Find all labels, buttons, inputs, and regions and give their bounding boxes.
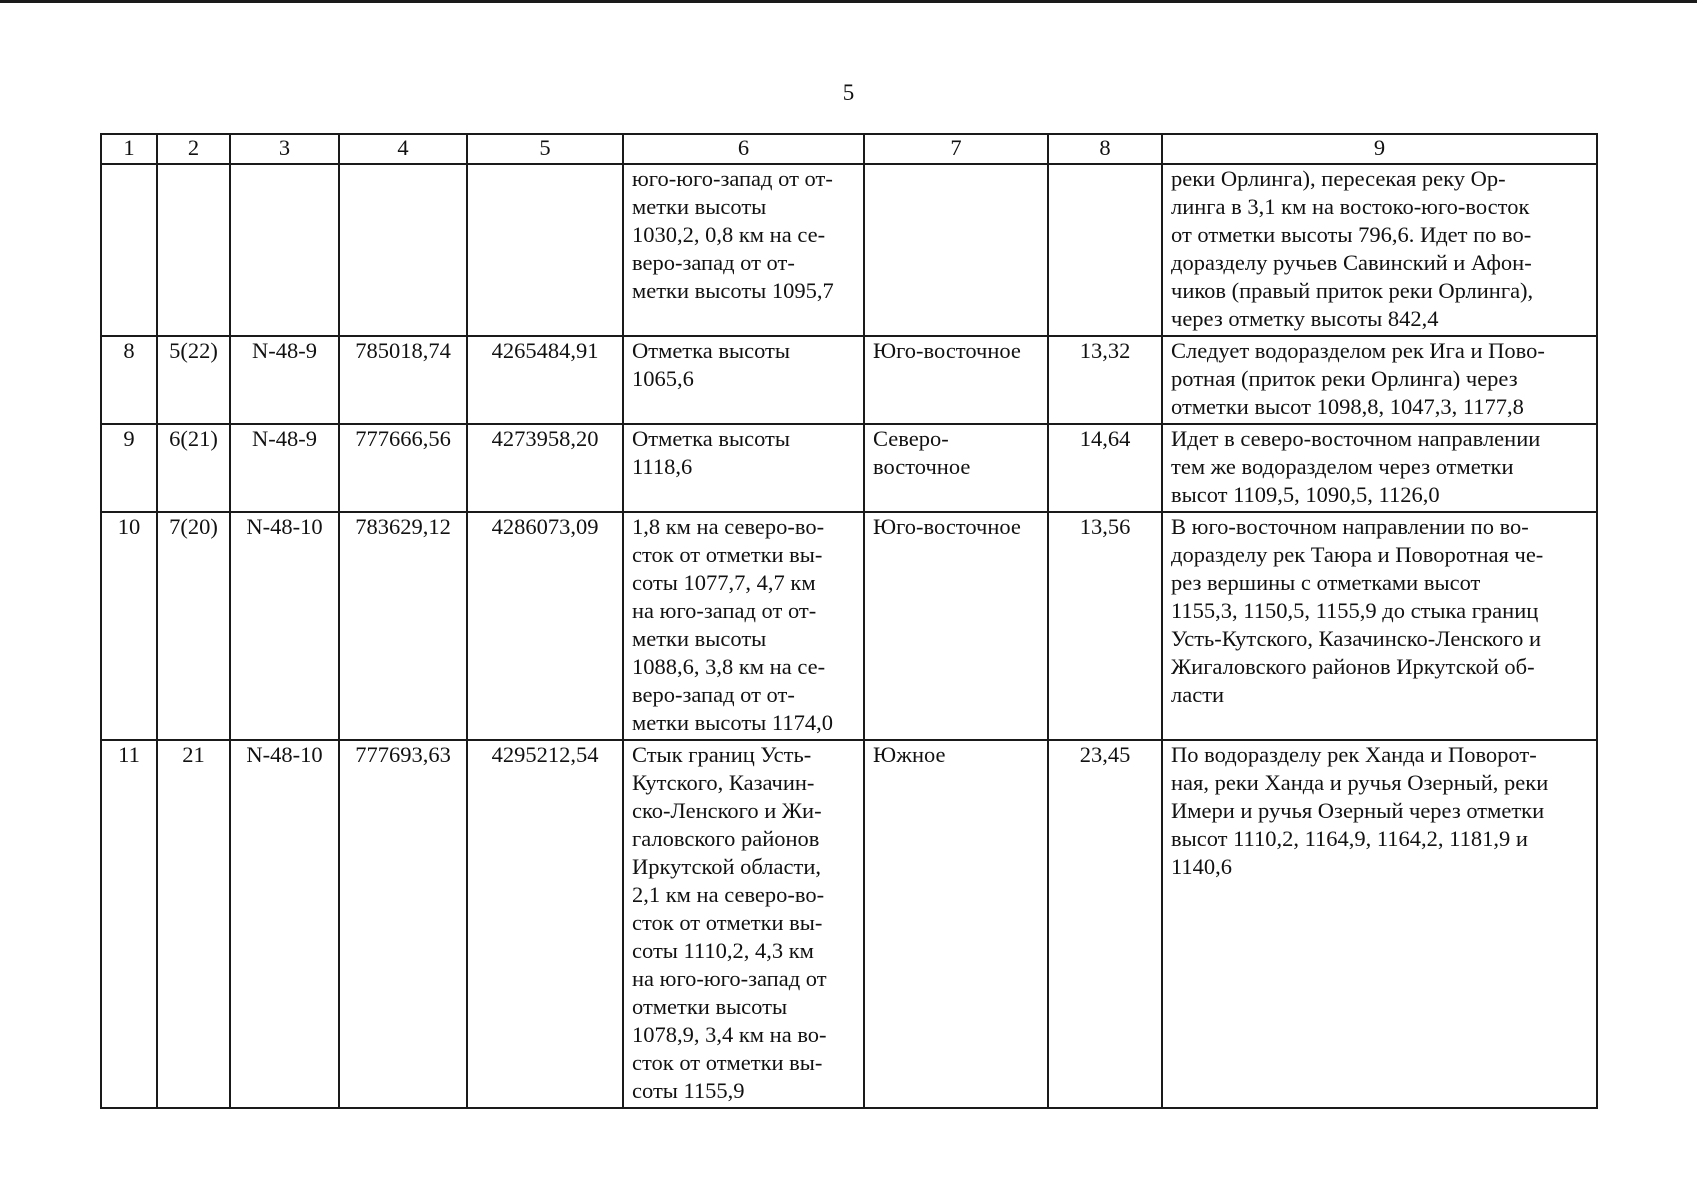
cell-point: 21 [157, 740, 230, 1108]
cell-x: 785018,74 [339, 336, 467, 424]
cell-sheet: N-48-10 [230, 512, 339, 740]
cell-y: 4295212,54 [467, 740, 623, 1108]
header-col-4: 4 [339, 134, 467, 164]
table-row [101, 740, 1597, 1108]
cell-length: 13,32 [1048, 336, 1162, 424]
cell-num: 8 [101, 336, 157, 424]
cell-direction: Южное [864, 740, 1048, 1108]
table-row [101, 512, 1597, 740]
header-col-9: 9 [1162, 134, 1597, 164]
cell-route: По водоразделу рек Ханда и Поворот- ная, реки Ханда и ручья Озерный, реки Имери и ручья Озерный через отметки высот 1110,2, 1164,9, 1164,2, 1181,9 и 1140,6 [1162, 740, 1597, 1108]
cell-route: реки Орлинга), пересекая реку Ор- линга в 3,1 км на востоко-юго-восток от отметки высоты 796,6. Идет по во- доразделу ручьев Савинский и Афон- чиков (правый приток реки Орлинга), через отметку высоты 842,4 [1162, 164, 1597, 336]
cell-num [101, 164, 157, 336]
cell-length: 14,64 [1048, 424, 1162, 512]
cell-length: 13,56 [1048, 512, 1162, 740]
table-row [101, 336, 1597, 424]
cell-direction: Юго-восточное [864, 336, 1048, 424]
header-col-8: 8 [1048, 134, 1162, 164]
cell-num: 11 [101, 740, 157, 1108]
cell-num: 9 [101, 424, 157, 512]
page-top-edge [0, 0, 1697, 3]
cell-point [157, 164, 230, 336]
cell-route: Идет в северо-восточном направлении тем же водоразделом через отметки высот 1109,5, 1090,5, 1126,0 [1162, 424, 1597, 512]
header-col-2: 2 [157, 134, 230, 164]
cell-description: Стык границ Усть- Кутского, Казачин- ско-Ленского и Жи- галовского районов Иркутской области, 2,1 км на северо-во- сток от отметки вы- соты 1110,2, 4,3 км на юго-юго-запад от отметки высоты 1078,9, 3,4 км на во- сток от отметки вы- соты 1155,9 [623, 740, 864, 1108]
table-row [101, 424, 1597, 512]
header-col-5: 5 [467, 134, 623, 164]
header-col-6: 6 [623, 134, 864, 164]
boundary-table [100, 133, 1598, 1109]
cell-sheet: N-48-9 [230, 336, 339, 424]
cell-num: 10 [101, 512, 157, 740]
cell-y [467, 164, 623, 336]
cell-direction [864, 164, 1048, 336]
cell-x [339, 164, 467, 336]
cell-direction: Северо- восточное [864, 424, 1048, 512]
cell-direction: Юго-восточное [864, 512, 1048, 740]
cell-y: 4286073,09 [467, 512, 623, 740]
table-row [101, 164, 1597, 336]
table-header-row [101, 134, 1597, 164]
cell-point: 6(21) [157, 424, 230, 512]
cell-description: Отметка высоты 1065,6 [623, 336, 864, 424]
cell-x: 783629,12 [339, 512, 467, 740]
cell-length: 23,45 [1048, 740, 1162, 1108]
cell-description: юго-юго-запад от от- метки высоты 1030,2, 0,8 км на се- веро-запад от от- метки высоты 1095,7 [623, 164, 864, 336]
page-number: 5 [842, 80, 855, 105]
cell-sheet [230, 164, 339, 336]
header-col-1: 1 [101, 134, 157, 164]
cell-description: 1,8 км на северо-во- сток от отметки вы- соты 1077,7, 4,7 км на юго-запад от от- метки высоты 1088,6, 3,8 км на се- веро-запад от от- метки высоты 1174,0 [623, 512, 864, 740]
cell-x: 777666,56 [339, 424, 467, 512]
cell-description: Отметка высоты 1118,6 [623, 424, 864, 512]
header-col-7: 7 [864, 134, 1048, 164]
cell-route: Следует водоразделом рек Ига и Пово- ротная (приток реки Орлинга) через отметки высот 1098,8, 1047,3, 1177,8 [1162, 336, 1597, 424]
cell-sheet: N-48-10 [230, 740, 339, 1108]
cell-point: 5(22) [157, 336, 230, 424]
cell-y: 4265484,91 [467, 336, 623, 424]
cell-route: В юго-восточном направлении по во- доразделу рек Таюра и Поворотная че- рез вершины с отметками высот 1155,3, 1150,5, 1155,9 до стыка границ Усть-Кутского, Казачинско-Ленского и Жигаловского районов Иркутской об- ласти [1162, 512, 1597, 740]
cell-sheet: N-48-9 [230, 424, 339, 512]
cell-y: 4273958,20 [467, 424, 623, 512]
cell-length [1048, 164, 1162, 336]
cell-point: 7(20) [157, 512, 230, 740]
cell-x: 777693,63 [339, 740, 467, 1108]
header-col-3: 3 [230, 134, 339, 164]
